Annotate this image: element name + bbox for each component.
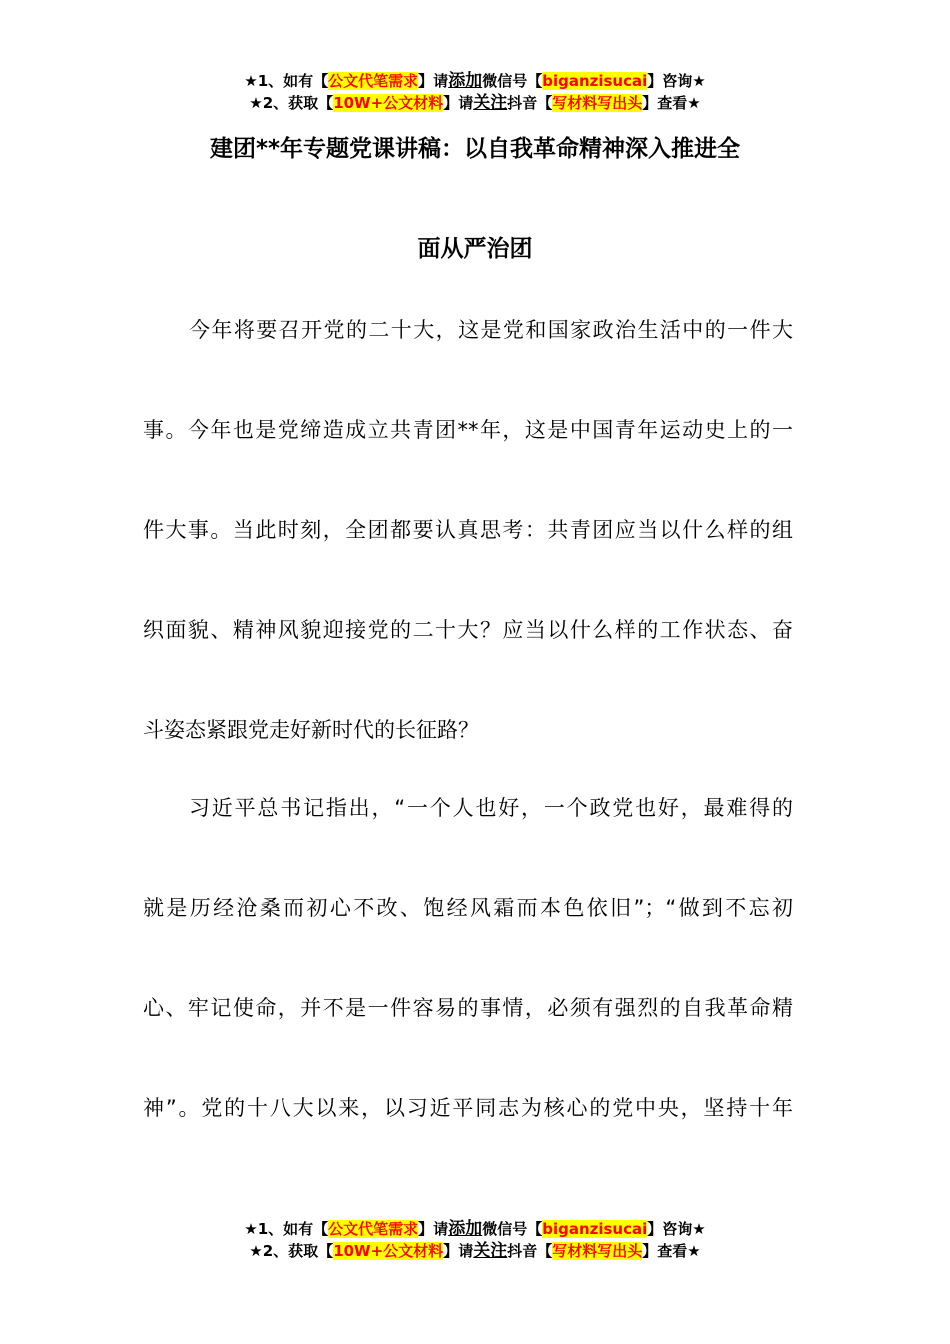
footer-line-2-mid1: 】请 [443,1242,474,1260]
paragraph-1-line: 织面貌、精神风貌迎接党的二十大？应当以什么样的工作状态、奋 [143,618,793,642]
footer-line-1 [0,1218,950,1240]
header-line-1-suffix: 】咨询★ [647,72,706,90]
footer-douyin-account: 写材料写出头 [552,1242,643,1260]
footer-line-1-mid1: 】请 [418,1220,449,1238]
header-line-1-prefix: ★1、如有【 [244,72,329,90]
paragraph-1-line: 斗姿态紧跟党走好新时代的长征路？ [143,718,479,742]
header-line-1-mid2: 微信号【 [482,72,543,90]
footer-line-2-mid2: 抖音【 [507,1242,553,1260]
header-follow-emphasis: 关注 [473,93,508,113]
footer-line-2 [0,1240,950,1262]
footer-add-emphasis: 添加 [448,1219,483,1239]
header-line-2 [0,92,950,114]
footer-line-2-suffix: 】查看★ [642,1242,701,1260]
paragraph-2-line: 神”。党的十八大以来，以习近平同志为核心的党中央，坚持十年 [143,1096,793,1120]
footer-line-1-mid2: 微信号【 [482,1220,543,1238]
paragraph-1-line: 件大事。当此时刻，全团都要认真思考：共青团应当以什么样的组 [143,518,793,542]
paragraph-2-line: 就是历经沧桑而初心不改、饱经风霜而本色依旧”；“做到不忘初 [143,896,793,920]
footer-line-1-suffix: 】咨询★ [647,1220,706,1238]
header-material-highlight: 10W+公文材料 [333,94,444,112]
paragraph-2-line: 习近平总书记指出，“一个人也好，一个政党也好，最难得的 [189,796,793,820]
footer-banner [0,1218,950,1262]
header-line-1 [0,70,950,92]
header-line-2-prefix: ★2、获取【 [249,94,334,112]
paragraph-1-line: 今年将要召开党的二十大，这是党和国家政治生活中的一件大 [189,318,793,342]
footer-follow-emphasis: 关注 [473,1241,508,1261]
footer-service-highlight: 公文代笔需求 [328,1220,419,1238]
header-line-2-mid1: 】请 [443,94,474,112]
header-service-highlight: 公文代笔需求 [328,72,419,90]
footer-wechat-id: biganzisucai [542,1220,648,1238]
header-banner [0,70,950,114]
header-add-emphasis: 添加 [448,71,483,91]
footer-line-1-prefix: ★1、如有【 [244,1220,329,1238]
document-title-line-1: 建团**年专题党课讲稿：以自我革命精神深入推进全 [209,136,741,162]
header-line-2-suffix: 】查看★ [642,94,701,112]
footer-line-2-prefix: ★2、获取【 [249,1242,334,1260]
header-line-2-mid2: 抖音【 [507,94,553,112]
header-wechat-id: biganzisucai [542,72,648,90]
header-douyin-account: 写材料写出头 [552,94,643,112]
document-title-line-2: 面从严治团 [417,236,533,262]
footer-material-highlight: 10W+公文材料 [333,1242,444,1260]
paragraph-2-line: 心、牢记使命，并不是一件容易的事情，必须有强烈的自我革命精 [143,996,793,1020]
header-line-1-mid1: 】请 [418,72,449,90]
paragraph-1-line: 事。今年也是党缔造成立共青团**年，这是中国青年运动史上的一 [143,418,793,442]
